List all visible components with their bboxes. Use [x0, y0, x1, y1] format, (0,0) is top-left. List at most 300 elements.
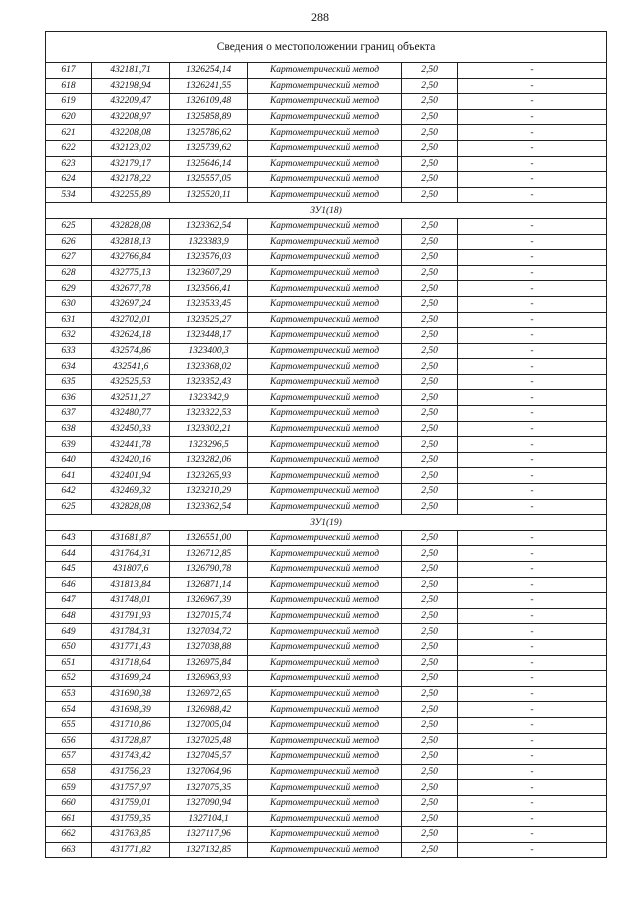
table-row — [46, 452, 607, 468]
description-cell: - — [458, 421, 607, 437]
description-cell: - — [458, 343, 607, 359]
x-coordinate-cell: 431681,87 — [92, 530, 170, 546]
table-row — [46, 374, 607, 390]
x-coordinate-cell: 431759,01 — [92, 795, 170, 811]
y-coordinate-cell: 1325557,05 — [170, 172, 248, 188]
point-number-cell: 660 — [46, 795, 92, 811]
description-cell: - — [458, 546, 607, 562]
accuracy-cell: 2,50 — [402, 562, 458, 578]
point-number-cell: 647 — [46, 593, 92, 609]
y-coordinate-cell: 1323322,53 — [170, 406, 248, 422]
point-number-cell: 621 — [46, 125, 92, 141]
point-number-cell: 657 — [46, 749, 92, 765]
table-row — [46, 624, 607, 640]
point-number-cell: 663 — [46, 842, 92, 858]
method-cell: Картометрический метод — [248, 717, 402, 733]
point-number-cell: 650 — [46, 639, 92, 655]
point-number-cell: 658 — [46, 764, 92, 780]
y-coordinate-cell: 1323210,29 — [170, 484, 248, 500]
x-coordinate-cell: 432525,53 — [92, 374, 170, 390]
x-coordinate-cell: 431763,85 — [92, 827, 170, 843]
x-coordinate-cell: 431699,24 — [92, 671, 170, 687]
point-number-cell: 619 — [46, 94, 92, 110]
y-coordinate-cell: 1326871,14 — [170, 577, 248, 593]
x-coordinate-cell: 431791,93 — [92, 608, 170, 624]
description-cell: - — [458, 717, 607, 733]
y-coordinate-cell: 1325858,89 — [170, 109, 248, 125]
page-number: 288 — [311, 10, 329, 24]
table-row — [46, 390, 607, 406]
method-cell: Картометрический метод — [248, 374, 402, 390]
description-cell: - — [458, 250, 607, 266]
y-coordinate-cell: 1325646,14 — [170, 156, 248, 172]
accuracy-cell: 2,50 — [402, 156, 458, 172]
y-coordinate-cell: 1325786,62 — [170, 125, 248, 141]
point-number-cell: 642 — [46, 484, 92, 500]
method-cell: Картометрический метод — [248, 437, 402, 453]
y-coordinate-cell: 1327045,57 — [170, 749, 248, 765]
x-coordinate-cell: 432480,77 — [92, 406, 170, 422]
x-coordinate-cell: 432179,17 — [92, 156, 170, 172]
accuracy-cell: 2,50 — [402, 296, 458, 312]
x-coordinate-cell: 431813,84 — [92, 577, 170, 593]
y-coordinate-cell: 1325520,11 — [170, 187, 248, 203]
y-coordinate-cell: 1327015,74 — [170, 608, 248, 624]
table-row — [46, 109, 607, 125]
point-number-cell: 651 — [46, 655, 92, 671]
method-cell: Картометрический метод — [248, 468, 402, 484]
accuracy-cell: 2,50 — [402, 421, 458, 437]
method-cell: Картометрический метод — [248, 764, 402, 780]
table-row — [46, 328, 607, 344]
point-number-cell: 629 — [46, 281, 92, 297]
point-number-cell: 631 — [46, 312, 92, 328]
y-coordinate-cell: 1323302,21 — [170, 421, 248, 437]
accuracy-cell: 2,50 — [402, 764, 458, 780]
method-cell: Картометрический метод — [248, 296, 402, 312]
y-coordinate-cell: 1323362,54 — [170, 218, 248, 234]
y-coordinate-cell: 1327025,48 — [170, 733, 248, 749]
table-row — [46, 265, 607, 281]
x-coordinate-cell: 432208,08 — [92, 125, 170, 141]
x-coordinate-cell: 431728,87 — [92, 733, 170, 749]
y-coordinate-cell: 1326712,85 — [170, 546, 248, 562]
description-cell: - — [458, 125, 607, 141]
description-cell: - — [458, 94, 607, 110]
description-cell: - — [458, 484, 607, 500]
method-cell: Картометрический метод — [248, 281, 402, 297]
method-cell: Картометрический метод — [248, 156, 402, 172]
point-number-cell: 644 — [46, 546, 92, 562]
y-coordinate-cell: 1323296,5 — [170, 437, 248, 453]
method-cell: Картометрический метод — [248, 187, 402, 203]
y-coordinate-cell: 1326972,65 — [170, 686, 248, 702]
x-coordinate-cell: 432697,24 — [92, 296, 170, 312]
point-number-cell: 649 — [46, 624, 92, 640]
accuracy-cell: 2,50 — [402, 125, 458, 141]
y-coordinate-cell: 1323525,27 — [170, 312, 248, 328]
method-cell: Картометрический метод — [248, 390, 402, 406]
method-cell: Картометрический метод — [248, 452, 402, 468]
description-cell: - — [458, 655, 607, 671]
description-cell: - — [458, 187, 607, 203]
section-label: ЗУ1(18) — [46, 203, 607, 219]
point-number-cell: 646 — [46, 577, 92, 593]
method-cell: Картометрический метод — [248, 639, 402, 655]
point-number-cell: 633 — [46, 343, 92, 359]
table-row — [46, 811, 607, 827]
table-row — [46, 639, 607, 655]
y-coordinate-cell: 1327075,35 — [170, 780, 248, 796]
method-cell: Картометрический метод — [248, 63, 402, 79]
description-cell: - — [458, 795, 607, 811]
table-body — [46, 63, 607, 858]
point-number-cell: 640 — [46, 452, 92, 468]
table-row — [46, 343, 607, 359]
point-number-cell: 645 — [46, 562, 92, 578]
x-coordinate-cell: 432469,32 — [92, 484, 170, 500]
point-number-cell: 655 — [46, 717, 92, 733]
y-coordinate-cell: 1323448,17 — [170, 328, 248, 344]
x-coordinate-cell: 432178,22 — [92, 172, 170, 188]
table-title: Сведения о местоположении границ объекта — [45, 31, 607, 62]
y-coordinate-cell: 1327090,94 — [170, 795, 248, 811]
method-cell: Картометрический метод — [248, 312, 402, 328]
method-cell: Картометрический метод — [248, 343, 402, 359]
method-cell: Картометрический метод — [248, 593, 402, 609]
table-row — [46, 125, 607, 141]
accuracy-cell: 2,50 — [402, 811, 458, 827]
table-row — [46, 172, 607, 188]
y-coordinate-cell: 1325739,62 — [170, 140, 248, 156]
y-coordinate-cell: 1327064,96 — [170, 764, 248, 780]
x-coordinate-cell: 432208,97 — [92, 109, 170, 125]
y-coordinate-cell: 1323368,02 — [170, 359, 248, 375]
description-cell: - — [458, 842, 607, 858]
description-cell: - — [458, 172, 607, 188]
description-cell: - — [458, 624, 607, 640]
y-coordinate-cell: 1326241,55 — [170, 78, 248, 94]
method-cell: Картометрический метод — [248, 94, 402, 110]
description-cell: - — [458, 593, 607, 609]
table-row — [46, 530, 607, 546]
method-cell: Картометрический метод — [248, 577, 402, 593]
table-row — [46, 359, 607, 375]
accuracy-cell: 2,50 — [402, 359, 458, 375]
table-row — [46, 764, 607, 780]
method-cell: Картометрический метод — [248, 671, 402, 687]
accuracy-cell: 2,50 — [402, 608, 458, 624]
table-row — [46, 593, 607, 609]
accuracy-cell: 2,50 — [402, 749, 458, 765]
method-cell: Картометрический метод — [248, 125, 402, 141]
y-coordinate-cell: 1326975,84 — [170, 655, 248, 671]
method-cell: Картометрический метод — [248, 78, 402, 94]
x-coordinate-cell: 431690,38 — [92, 686, 170, 702]
accuracy-cell: 2,50 — [402, 109, 458, 125]
x-coordinate-cell: 431764,31 — [92, 546, 170, 562]
table-row — [46, 156, 607, 172]
point-number-cell: 622 — [46, 140, 92, 156]
accuracy-cell: 2,50 — [402, 639, 458, 655]
x-coordinate-cell: 432401,94 — [92, 468, 170, 484]
method-cell: Картометрический метод — [248, 421, 402, 437]
point-number-cell: 654 — [46, 702, 92, 718]
description-cell: - — [458, 406, 607, 422]
accuracy-cell: 2,50 — [402, 140, 458, 156]
point-number-cell: 625 — [46, 499, 92, 515]
accuracy-cell: 2,50 — [402, 577, 458, 593]
method-cell: Картометрический метод — [248, 484, 402, 500]
table-row — [46, 733, 607, 749]
point-number-cell: 652 — [46, 671, 92, 687]
table-row — [46, 296, 607, 312]
point-number-cell: 534 — [46, 187, 92, 203]
accuracy-cell: 2,50 — [402, 593, 458, 609]
description-cell: - — [458, 140, 607, 156]
point-number-cell: 618 — [46, 78, 92, 94]
table-row — [46, 749, 607, 765]
x-coordinate-cell: 431748,01 — [92, 593, 170, 609]
x-coordinate-cell: 431759,35 — [92, 811, 170, 827]
x-coordinate-cell: 431784,31 — [92, 624, 170, 640]
table-row — [46, 187, 607, 203]
y-coordinate-cell: 1323342,9 — [170, 390, 248, 406]
y-coordinate-cell: 1327034,72 — [170, 624, 248, 640]
accuracy-cell: 2,50 — [402, 468, 458, 484]
table-row — [46, 281, 607, 297]
point-number-cell: 648 — [46, 608, 92, 624]
method-cell: Картометрический метод — [248, 795, 402, 811]
x-coordinate-cell: 432775,13 — [92, 265, 170, 281]
accuracy-cell: 2,50 — [402, 343, 458, 359]
point-number-cell: 653 — [46, 686, 92, 702]
point-number-cell: 623 — [46, 156, 92, 172]
x-coordinate-cell: 431771,82 — [92, 842, 170, 858]
method-cell: Картометрический метод — [248, 624, 402, 640]
description-cell: - — [458, 749, 607, 765]
table-row — [46, 234, 607, 250]
table-row — [46, 655, 607, 671]
section-row — [46, 515, 607, 531]
accuracy-cell: 2,50 — [402, 78, 458, 94]
description-cell: - — [458, 452, 607, 468]
method-cell: Картометрический метод — [248, 686, 402, 702]
description-cell: - — [458, 390, 607, 406]
description-cell: - — [458, 109, 607, 125]
x-coordinate-cell: 432828,08 — [92, 499, 170, 515]
point-number-cell: 656 — [46, 733, 92, 749]
x-coordinate-cell: 432209,47 — [92, 94, 170, 110]
x-coordinate-cell: 432541,6 — [92, 359, 170, 375]
description-cell: - — [458, 811, 607, 827]
point-number-cell: 639 — [46, 437, 92, 453]
point-number-cell: 662 — [46, 827, 92, 843]
method-cell: Картометрический метод — [248, 749, 402, 765]
y-coordinate-cell: 1323282,06 — [170, 452, 248, 468]
method-cell: Картометрический метод — [248, 827, 402, 843]
x-coordinate-cell: 431743,42 — [92, 749, 170, 765]
method-cell: Картометрический метод — [248, 780, 402, 796]
description-cell: - — [458, 733, 607, 749]
accuracy-cell: 2,50 — [402, 406, 458, 422]
description-cell: - — [458, 764, 607, 780]
x-coordinate-cell: 431771,43 — [92, 639, 170, 655]
description-cell: - — [458, 671, 607, 687]
accuracy-cell: 2,50 — [402, 795, 458, 811]
point-number-cell: 632 — [46, 328, 92, 344]
accuracy-cell: 2,50 — [402, 437, 458, 453]
method-cell: Картометрический метод — [248, 562, 402, 578]
y-coordinate-cell: 1327005,04 — [170, 717, 248, 733]
accuracy-cell: 2,50 — [402, 686, 458, 702]
x-coordinate-cell: 432198,94 — [92, 78, 170, 94]
x-coordinate-cell: 432441,78 — [92, 437, 170, 453]
coordinates-table — [45, 62, 607, 858]
y-coordinate-cell: 1323566,41 — [170, 281, 248, 297]
table-row — [46, 702, 607, 718]
table-row — [46, 827, 607, 843]
method-cell: Картометрический метод — [248, 234, 402, 250]
y-coordinate-cell: 1323576,03 — [170, 250, 248, 266]
description-cell: - — [458, 530, 607, 546]
table-row — [46, 406, 607, 422]
y-coordinate-cell: 1323533,45 — [170, 296, 248, 312]
accuracy-cell: 2,50 — [402, 172, 458, 188]
point-number-cell: 643 — [46, 530, 92, 546]
x-coordinate-cell: 431710,86 — [92, 717, 170, 733]
table-row — [46, 437, 607, 453]
table-row — [46, 421, 607, 437]
point-number-cell: 636 — [46, 390, 92, 406]
x-coordinate-cell: 431718,64 — [92, 655, 170, 671]
description-cell: - — [458, 577, 607, 593]
x-coordinate-cell: 432420,16 — [92, 452, 170, 468]
accuracy-cell: 2,50 — [402, 234, 458, 250]
point-number-cell: 637 — [46, 406, 92, 422]
accuracy-cell: 2,50 — [402, 671, 458, 687]
table-row — [46, 218, 607, 234]
method-cell: Картометрический метод — [248, 359, 402, 375]
point-number-cell: 661 — [46, 811, 92, 827]
method-cell: Картометрический метод — [248, 702, 402, 718]
y-coordinate-cell: 1323352,43 — [170, 374, 248, 390]
table-row — [46, 499, 607, 515]
accuracy-cell: 2,50 — [402, 94, 458, 110]
point-number-cell: 624 — [46, 172, 92, 188]
method-cell: Картометрический метод — [248, 406, 402, 422]
section-label: ЗУ1(19) — [46, 515, 607, 531]
point-number-cell: 659 — [46, 780, 92, 796]
description-cell: - — [458, 608, 607, 624]
point-number-cell: 635 — [46, 374, 92, 390]
method-cell: Картометрический метод — [248, 250, 402, 266]
y-coordinate-cell: 1326254,14 — [170, 63, 248, 79]
description-cell: - — [458, 312, 607, 328]
accuracy-cell: 2,50 — [402, 780, 458, 796]
accuracy-cell: 2,50 — [402, 250, 458, 266]
x-coordinate-cell: 432702,01 — [92, 312, 170, 328]
accuracy-cell: 2,50 — [402, 499, 458, 515]
point-number-cell: 626 — [46, 234, 92, 250]
x-coordinate-cell: 432511,27 — [92, 390, 170, 406]
y-coordinate-cell: 1327117,96 — [170, 827, 248, 843]
accuracy-cell: 2,50 — [402, 842, 458, 858]
description-cell: - — [458, 686, 607, 702]
method-cell: Картометрический метод — [248, 842, 402, 858]
accuracy-cell: 2,50 — [402, 530, 458, 546]
accuracy-cell: 2,50 — [402, 452, 458, 468]
description-cell: - — [458, 156, 607, 172]
table-row — [46, 312, 607, 328]
accuracy-cell: 2,50 — [402, 717, 458, 733]
method-cell: Картометрический метод — [248, 140, 402, 156]
method-cell: Картометрический метод — [248, 655, 402, 671]
accuracy-cell: 2,50 — [402, 390, 458, 406]
method-cell: Картометрический метод — [248, 265, 402, 281]
accuracy-cell: 2,50 — [402, 328, 458, 344]
method-cell: Картометрический метод — [248, 328, 402, 344]
y-coordinate-cell: 1327104,1 — [170, 811, 248, 827]
y-coordinate-cell: 1326109,48 — [170, 94, 248, 110]
y-coordinate-cell: 1326988,42 — [170, 702, 248, 718]
accuracy-cell: 2,50 — [402, 63, 458, 79]
point-number-cell: 630 — [46, 296, 92, 312]
method-cell: Картометрический метод — [248, 811, 402, 827]
y-coordinate-cell: 1327038,88 — [170, 639, 248, 655]
y-coordinate-cell: 1323383,9 — [170, 234, 248, 250]
description-cell: - — [458, 468, 607, 484]
y-coordinate-cell: 1323607,29 — [170, 265, 248, 281]
description-cell: - — [458, 63, 607, 79]
x-coordinate-cell: 432450,33 — [92, 421, 170, 437]
table-row — [46, 780, 607, 796]
table-row — [46, 577, 607, 593]
accuracy-cell: 2,50 — [402, 624, 458, 640]
y-coordinate-cell: 1326963,93 — [170, 671, 248, 687]
y-coordinate-cell: 1326790,78 — [170, 562, 248, 578]
y-coordinate-cell: 1323362,54 — [170, 499, 248, 515]
point-number-cell: 625 — [46, 218, 92, 234]
method-cell: Картометрический метод — [248, 530, 402, 546]
point-number-cell: 634 — [46, 359, 92, 375]
method-cell: Картометрический метод — [248, 546, 402, 562]
y-coordinate-cell: 1327132,85 — [170, 842, 248, 858]
y-coordinate-cell: 1323400,3 — [170, 343, 248, 359]
description-cell: - — [458, 780, 607, 796]
table-row — [46, 63, 607, 79]
method-cell: Картометрический метод — [248, 218, 402, 234]
table-row — [46, 94, 607, 110]
x-coordinate-cell: 432624,18 — [92, 328, 170, 344]
table-row — [46, 250, 607, 266]
point-number-cell: 641 — [46, 468, 92, 484]
description-cell: - — [458, 218, 607, 234]
point-number-cell: 617 — [46, 63, 92, 79]
x-coordinate-cell: 432677,78 — [92, 281, 170, 297]
accuracy-cell: 2,50 — [402, 281, 458, 297]
description-cell: - — [458, 265, 607, 281]
section-row — [46, 203, 607, 219]
method-cell: Картометрический метод — [248, 608, 402, 624]
table-row — [46, 546, 607, 562]
accuracy-cell: 2,50 — [402, 702, 458, 718]
table-row — [46, 795, 607, 811]
description-cell: - — [458, 78, 607, 94]
x-coordinate-cell: 432828,08 — [92, 218, 170, 234]
accuracy-cell: 2,50 — [402, 655, 458, 671]
method-cell: Картометрический метод — [248, 172, 402, 188]
